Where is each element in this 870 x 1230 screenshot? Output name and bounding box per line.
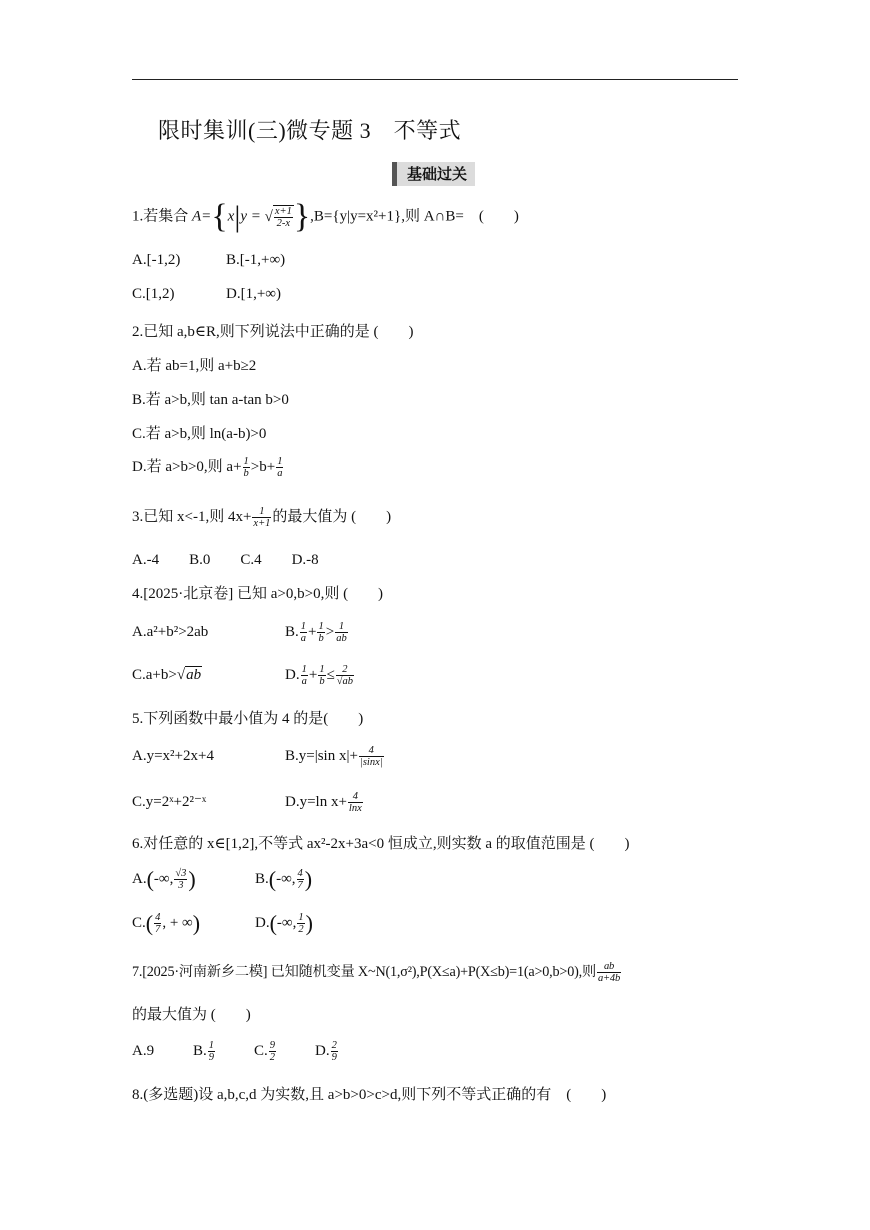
q5-option-a: A.y=x²+2x+4 xyxy=(132,747,214,764)
q1-option-a: A.[-1,2) xyxy=(132,252,181,268)
q4-b-plus: + xyxy=(308,623,317,640)
q7-stem-post: 的最大值为 ( ) xyxy=(132,1007,251,1023)
q6-options-row2 xyxy=(132,912,313,935)
question-5-stem: 5.下列函数中最小值为 4 的是( ) xyxy=(132,711,364,727)
q5-option-b xyxy=(285,745,385,768)
q6-option-a: A.(-∞, $\frac{√3}{3}$ ) xyxy=(132,866,196,892)
q4-options-row2 xyxy=(132,664,355,687)
q4-b-f3n: 1 xyxy=(335,621,348,633)
q2-d-frac1-num: 1 xyxy=(243,456,249,468)
q1-left-brace: { xyxy=(211,198,228,235)
question-7-stem xyxy=(132,961,622,984)
q3-stem-post: 的最大值为 ( ) xyxy=(272,509,392,525)
q7-c-pre: C. xyxy=(254,1042,268,1059)
q6-d-inner: -∞, xyxy=(276,914,297,931)
q7-c-den: 2 xyxy=(269,1052,276,1063)
q4-option-d xyxy=(285,664,355,687)
q7-stem-pre: 7.[2025·河南新乡二模] 已知随机变量 X~N(1,σ²),P(X≤a)+P(X≤b)=1(a>0,b>0),则 xyxy=(132,964,596,980)
question-1-stem xyxy=(132,200,519,234)
q3-frac-num: 1 xyxy=(252,506,271,518)
question-6-stem: 6.对任意的 x∈[1,2],不等式 ax²-2x+3a<0 恒成立,则实数 a 的取值范围是 ( ) xyxy=(132,836,630,852)
q4-option-c: C.a+b>√ab xyxy=(132,666,202,683)
question-3-stem xyxy=(132,505,391,529)
q6-option-b: B.(-∞, $\frac{4}{7}$ ) xyxy=(255,866,313,892)
question-2-stem: 2.已知 a,b∈R,则下列说法中正确的是 ( ) xyxy=(132,324,414,340)
q6-options-row1 xyxy=(132,868,312,891)
q7-option-a: A.9 xyxy=(132,1042,155,1059)
q7-d-den: 9 xyxy=(331,1052,337,1063)
q2-option-b: B.若 a>b,则 tan a-tan b>0 xyxy=(132,392,289,408)
q4-b-f3d: ab xyxy=(336,633,347,644)
q4-c-pre: C.a+b> xyxy=(132,666,177,683)
q7-frac-num: ab xyxy=(597,961,621,973)
q4-b-f2d: b xyxy=(318,633,324,644)
header-rule xyxy=(132,79,738,80)
q1-option-b: B.[-1,+∞) xyxy=(226,252,286,268)
q5-b-den: |sinx| xyxy=(359,757,383,768)
q7-option-c xyxy=(254,1040,315,1063)
q2-option-d xyxy=(132,455,284,479)
q6-option-d: D.(-∞, $\frac{1}{2}$ ) xyxy=(255,910,313,936)
q5-d-den: lnx xyxy=(348,803,362,814)
q5-options-row1 xyxy=(132,745,385,768)
q6-option-c: C.( $\frac{4}{7}$ , + ∞) xyxy=(132,910,201,936)
q7-b-num: 1 xyxy=(208,1040,215,1051)
q6-c-inner: , + ∞ xyxy=(162,914,193,931)
question-1-options-row1 xyxy=(132,252,285,269)
q2-d-pre: D.若 a>b>0,则 a+ xyxy=(132,459,242,475)
q1-frac-den: 2-x xyxy=(276,218,291,229)
question-4-stem: 4.[2025·北京卷] 已知 a>0,b>0,则 ( ) xyxy=(132,586,384,602)
q5-d-num: 4 xyxy=(348,791,363,803)
q6-b-pre: B. xyxy=(255,870,269,887)
q6-c-num: 4 xyxy=(155,912,161,923)
q1-right-brace: } xyxy=(293,198,311,235)
q1-sqrt-frac: √ $\frac{x+1}{2-x}$ xyxy=(264,206,292,229)
q7-d-pre: D. xyxy=(315,1042,330,1059)
q6-b-den: 7 xyxy=(297,880,303,891)
q4-d-pre: D. xyxy=(285,666,300,683)
q5-options-row2 xyxy=(132,791,364,814)
q6-a-pre: A. xyxy=(132,870,147,887)
q7-c-num: 9 xyxy=(269,1040,276,1051)
q4-d-f3n: 2 xyxy=(336,664,354,676)
q4-b-f1d: a xyxy=(300,633,307,644)
q3-stem-pre: 3.已知 x<-1,则 4x+ xyxy=(132,509,252,525)
q7-option-b xyxy=(193,1040,254,1063)
q1-frac-num: x+1 xyxy=(274,206,292,217)
q6-b-inner: -∞, xyxy=(276,870,296,887)
q4-options-row1 xyxy=(132,621,349,644)
q1-bar: | xyxy=(234,200,241,233)
q1-set-var: x xyxy=(227,208,235,225)
q4-d-f1d: a xyxy=(301,676,307,687)
q5-b-pre: B.y=|sin x|+ xyxy=(285,747,358,764)
q1-set-y: y = xyxy=(240,208,265,225)
q2-d-frac2-den: a xyxy=(277,468,283,480)
page-title: 限时集训(三)微专题 3 不等式 xyxy=(158,118,462,143)
q6-a-inner: -∞, xyxy=(153,870,174,887)
q2-d-mid: >b+ xyxy=(250,459,276,475)
q1-set-a-label: A= xyxy=(192,208,212,225)
q6-d-den: 2 xyxy=(298,924,304,935)
q4-b-rel: > xyxy=(325,623,335,640)
q5-option-c: C.y=2ˣ+2²⁻ˣ xyxy=(132,793,207,810)
q2-option-a: A.若 ab=1,则 a+b≥2 xyxy=(132,358,257,374)
q4-d-plus: + xyxy=(308,666,318,683)
q7-b-den: 9 xyxy=(208,1052,215,1063)
section-label: 基础过关 xyxy=(392,162,475,186)
q4-d-f2d: b xyxy=(319,676,325,687)
q2-d-frac2-num: 1 xyxy=(277,456,283,468)
q6-a-num: √3 xyxy=(175,868,187,879)
q4-d-f3d: √ab xyxy=(336,676,354,687)
question-8-stem: 8.(多选题)设 a,b,c,d 为实数,且 a>b>0>c>d,则下列不等式正确的有 ( ) xyxy=(132,1087,607,1103)
q1-answer-paren: ( ) xyxy=(478,208,519,225)
q1-option-c: C.[1,2) xyxy=(132,286,175,302)
q1-option-d: D.[1,+∞) xyxy=(226,286,281,302)
q3-frac-den: x+1 xyxy=(253,518,271,530)
q1-stem-text: 1.若集合 xyxy=(132,208,193,225)
q4-d-f2n: 1 xyxy=(319,664,325,675)
q5-b-num: 4 xyxy=(359,745,384,757)
q4-option-a: A.a²+b²>2ab xyxy=(132,623,209,640)
q6-c-pre: C. xyxy=(132,914,146,931)
q4-d-rel: ≤ xyxy=(326,666,335,683)
q4-d-f1n: 1 xyxy=(301,664,307,675)
q5-d-pre: D.y=ln x+ xyxy=(285,793,347,810)
q5-option-d xyxy=(285,791,364,814)
q6-a-den: 3 xyxy=(178,880,184,891)
q7-b-pre: B. xyxy=(193,1042,207,1059)
q4-b-f1n: 1 xyxy=(300,621,307,632)
q7-option-d xyxy=(315,1040,339,1063)
q4-b-pre: B. xyxy=(285,623,299,640)
q6-b-num: 4 xyxy=(297,868,303,879)
q2-option-c: C.若 a>b,则 ln(a-b)>0 xyxy=(132,426,267,442)
q6-c-den: 7 xyxy=(155,924,161,935)
q2-d-frac1-den: b xyxy=(243,468,249,480)
q6-d-num: 1 xyxy=(298,912,304,923)
question-1-options-row2 xyxy=(132,286,281,303)
q4-option-b xyxy=(285,621,349,644)
q3-options: A.-4 B.0 C.4 D.-8 xyxy=(132,552,319,568)
q4-c-sqrt: ab xyxy=(186,666,202,683)
q4-b-f2n: 1 xyxy=(318,621,324,632)
q7-options xyxy=(132,1040,339,1063)
q6-d-pre: D. xyxy=(255,914,270,931)
q1-stem-rest: ,B={y|y=x²+1},则 A∩B= xyxy=(310,208,464,225)
q7-d-num: 2 xyxy=(331,1040,337,1051)
q7-frac-den: a+4b xyxy=(597,973,621,985)
